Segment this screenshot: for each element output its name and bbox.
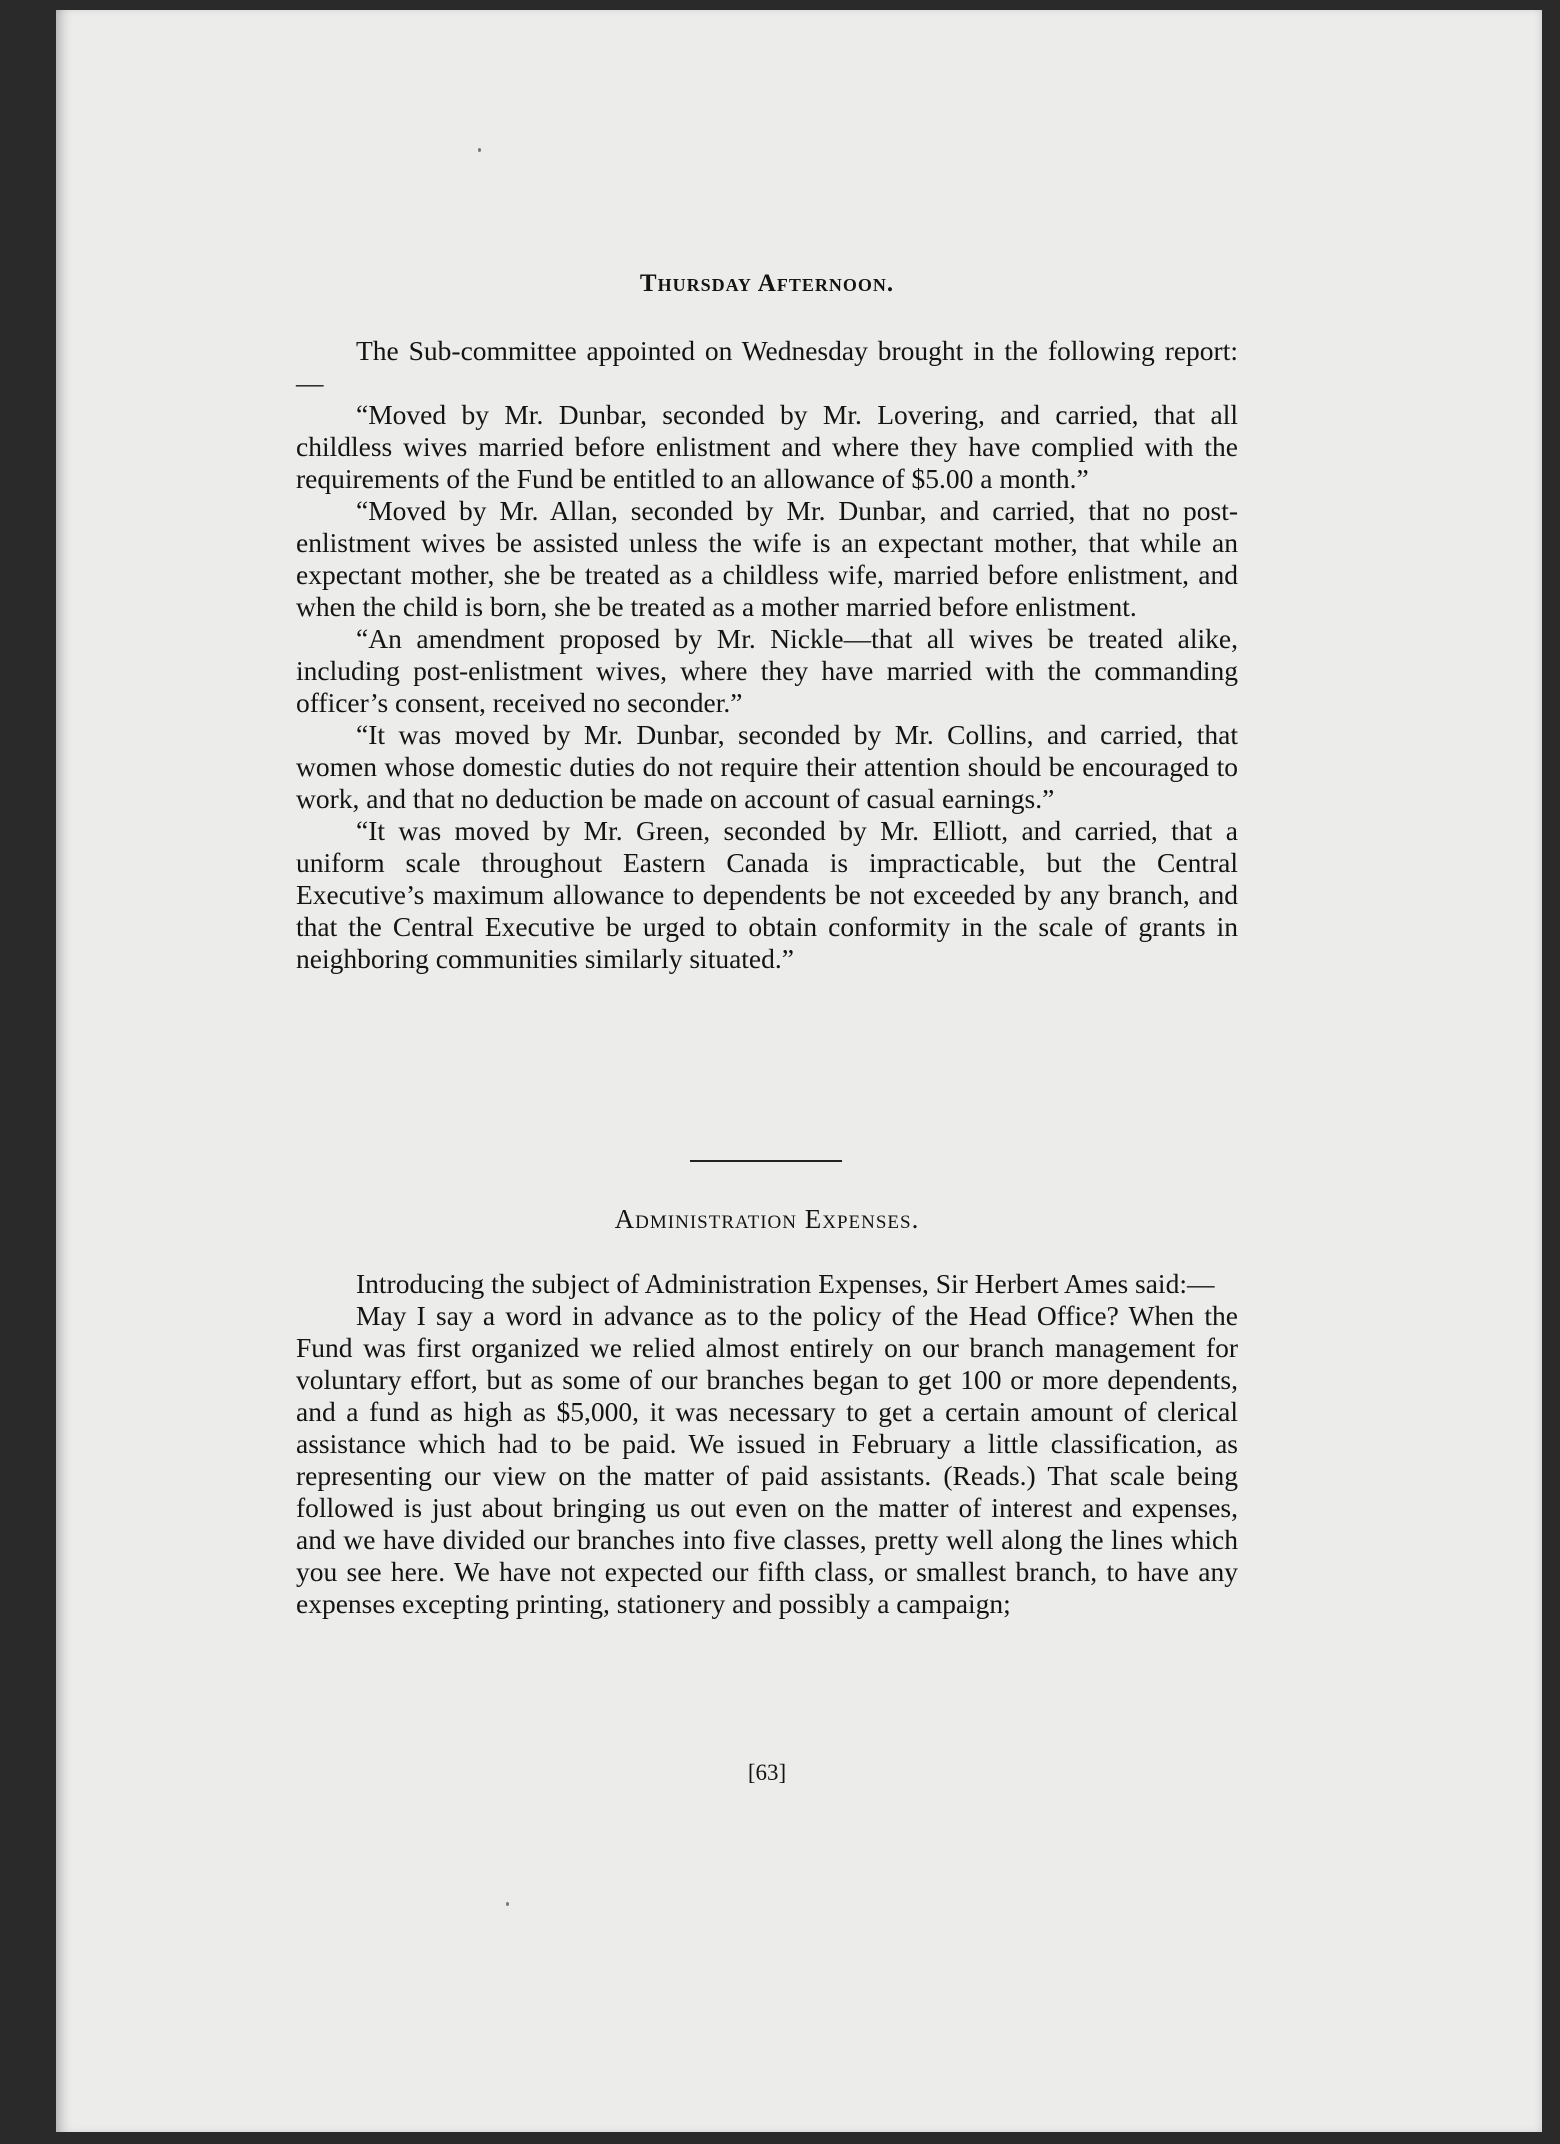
paragraph: May I say a word in advance as to the policy of the Head Office? When the Fund was first organized we relied almost entirely on our branch management for voluntary effort, but as some of our branches began to get 100 or more dependents, and a fund as high as $5,000, it was necessary to get a certain amount of clerical assistance which had to be paid. We issued in February a little classification, as representing our view on the matter of paid assistants. (Reads.) That scale being followed is just about bringing us out even on the matter of interest and expenses, and we have divided our branches into five classes, pretty well along the lines which you see here. We have not expected our fifth class, or smallest branch, to have any expenses excepting printing, stationery and possibly a campaign;	[296, 1300, 1238, 1619]
speech-text-block	[296, 1268, 1238, 1620]
paragraph: The Sub-committee appointed on Wednesday brought in the following report:—	[296, 335, 1238, 398]
section-heading-thursday-afternoon: Thursday Afternoon.	[639, 270, 895, 297]
section-heading-administration-expenses: Administration Expenses.	[614, 1204, 920, 1234]
report-text-block	[296, 335, 1238, 975]
paragraph: “An amendment proposed by Mr. Nickle—that all wives be treated alike, including post-enlistment wives, where they have married with the commanding officer’s consent, received no seconder.”	[296, 623, 1238, 718]
paragraph: “It was moved by Mr. Dunbar, seconded by Mr. Collins, and carried, that women whose domestic duties do not require their attention should be encouraged to work, and that no deduction be made on account of casual earnings.”	[296, 719, 1238, 814]
paragraph: “It was moved by Mr. Green, seconded by Mr. Elliott, and carried, that a uniform scale throughout Eastern Canada is impracticable, but the Central Executive’s maximum allowance to dependents be not exceeded by any branch, and that the Central Executive be urged to obtain conformity in the scale of grants in neighboring communities similarly situated.”	[296, 815, 1238, 974]
section-divider	[690, 1160, 842, 1162]
scanned-page	[56, 10, 1542, 2132]
paragraph: Introducing the subject of Administration Expenses, Sir Herbert Ames said:—	[356, 1268, 1215, 1299]
scan-speck	[478, 148, 481, 152]
scan-speck	[506, 1902, 509, 1906]
paragraph: “Moved by Mr. Dunbar, seconded by Mr. Lovering, and carried, that all childless wives married before enlistment and where they have complied with the requirements of the Fund be entitled to an allowance of $5.00 a month.”	[296, 399, 1238, 494]
page-number: [63]	[747, 1760, 787, 1785]
paragraph: “Moved by Mr. Allan, seconded by Mr. Dunbar, and carried, that no post-enlistment wives be assisted unless the wife is an expectant mother, that while an expectant mother, she be treated as a childless wife, married before enlistment, and when the child is born, she be treated as a mother married before enlistment.	[296, 495, 1238, 622]
